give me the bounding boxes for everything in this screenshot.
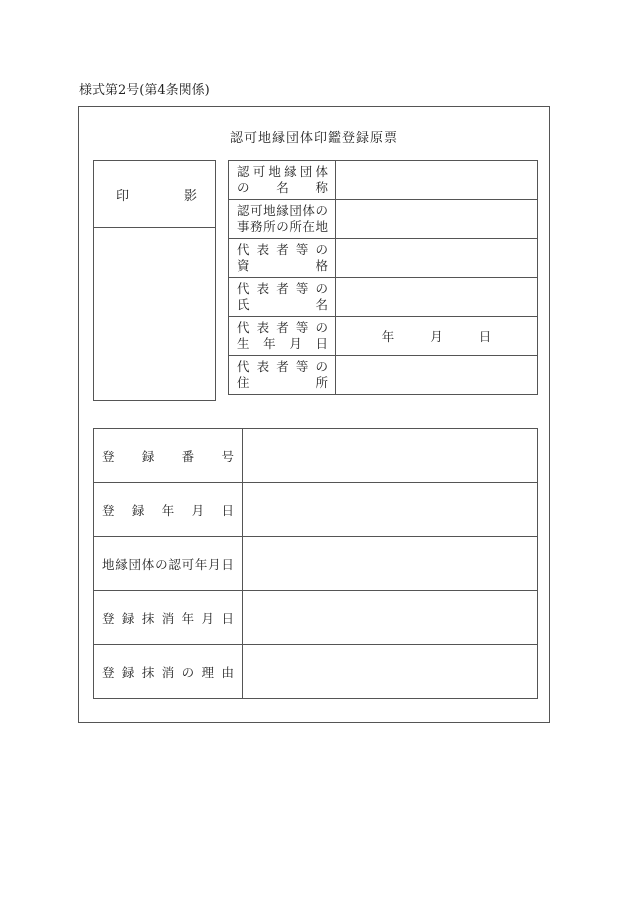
year-label: 年 bbox=[381, 329, 395, 344]
table-row bbox=[229, 317, 538, 356]
month-label: 月 bbox=[430, 329, 443, 344]
day-label: 日 bbox=[478, 329, 492, 344]
field-registration-date[interactable] bbox=[243, 483, 538, 537]
label-line: 住 所 bbox=[237, 375, 328, 390]
seal-label bbox=[94, 161, 215, 228]
field-cancellation-reason[interactable] bbox=[243, 645, 538, 699]
label-office-address bbox=[229, 200, 336, 239]
label-line: 地 縁 団 体 の 認 可 年 月 日 bbox=[102, 556, 234, 572]
label-registration-date bbox=[94, 483, 243, 537]
label-representative-name bbox=[229, 278, 336, 317]
field-representative-address[interactable] bbox=[336, 356, 538, 395]
label-line: 認 可 地 縁 団 体 bbox=[237, 164, 328, 179]
field-representative-qualification[interactable] bbox=[336, 239, 538, 278]
label-line: 登 録 年 月 日 bbox=[102, 502, 234, 518]
field-representative-name[interactable] bbox=[336, 278, 538, 317]
table-row bbox=[94, 537, 538, 591]
label-line: 代 表 者 等 の bbox=[237, 242, 328, 257]
field-cancellation-date[interactable] bbox=[243, 591, 538, 645]
seal-impression-area[interactable] bbox=[94, 228, 215, 400]
field-approval-date[interactable] bbox=[243, 537, 538, 591]
label-cancellation-date bbox=[94, 591, 243, 645]
table-row bbox=[229, 278, 538, 317]
label-line: 登 録 抹 消 の 理 由 bbox=[102, 664, 234, 680]
field-registration-number[interactable] bbox=[243, 429, 538, 483]
table-row bbox=[94, 483, 538, 537]
label-line: 代 表 者 等 の bbox=[237, 359, 328, 374]
label-line: 資 格 bbox=[237, 258, 328, 273]
label-line: 認 可 地 縁 団 体 の bbox=[237, 203, 328, 218]
field-office-address[interactable] bbox=[336, 200, 538, 239]
table-row bbox=[94, 645, 538, 699]
label-approval-date bbox=[94, 537, 243, 591]
form-frame bbox=[78, 106, 550, 723]
table-row bbox=[94, 429, 538, 483]
label-line: 代 表 者 等 の bbox=[237, 281, 328, 296]
label-line: 氏 名 bbox=[237, 297, 328, 312]
field-representative-birthdate[interactable] bbox=[336, 317, 538, 356]
label-cancellation-reason bbox=[94, 645, 243, 699]
label-registration-number bbox=[94, 429, 243, 483]
table-row bbox=[229, 356, 538, 395]
label-line: 事 務 所 の 所 在 地 bbox=[237, 219, 328, 234]
table-row bbox=[229, 239, 538, 278]
label-line: 登 録 番 号 bbox=[102, 448, 234, 464]
label-representative-address bbox=[229, 356, 336, 395]
field-organization-name[interactable] bbox=[336, 161, 538, 200]
seal-label-left: 印 bbox=[116, 188, 130, 204]
seal-impression-box bbox=[93, 160, 216, 401]
label-line: 代 表 者 等 の bbox=[237, 320, 328, 335]
table-row bbox=[229, 200, 538, 239]
representative-info-table bbox=[228, 160, 538, 395]
registration-table bbox=[93, 428, 538, 699]
form-title: 認可地縁団体印鑑登録原票 bbox=[229, 131, 398, 146]
seal-label-right: 影 bbox=[183, 188, 197, 204]
label-organization-name bbox=[229, 161, 336, 200]
label-line: 登 録 抹 消 年 月 日 bbox=[102, 610, 234, 626]
table-row bbox=[229, 161, 538, 200]
label-representative-birthdate bbox=[229, 317, 336, 356]
date-placeholder bbox=[336, 327, 537, 345]
form-reference: 様式第2号(第4条関係) bbox=[79, 83, 210, 98]
table-row bbox=[94, 591, 538, 645]
label-line: 生 年 月 日 bbox=[237, 336, 328, 351]
label-representative-qualification bbox=[229, 239, 336, 278]
label-line: の 名 称 bbox=[237, 180, 328, 195]
